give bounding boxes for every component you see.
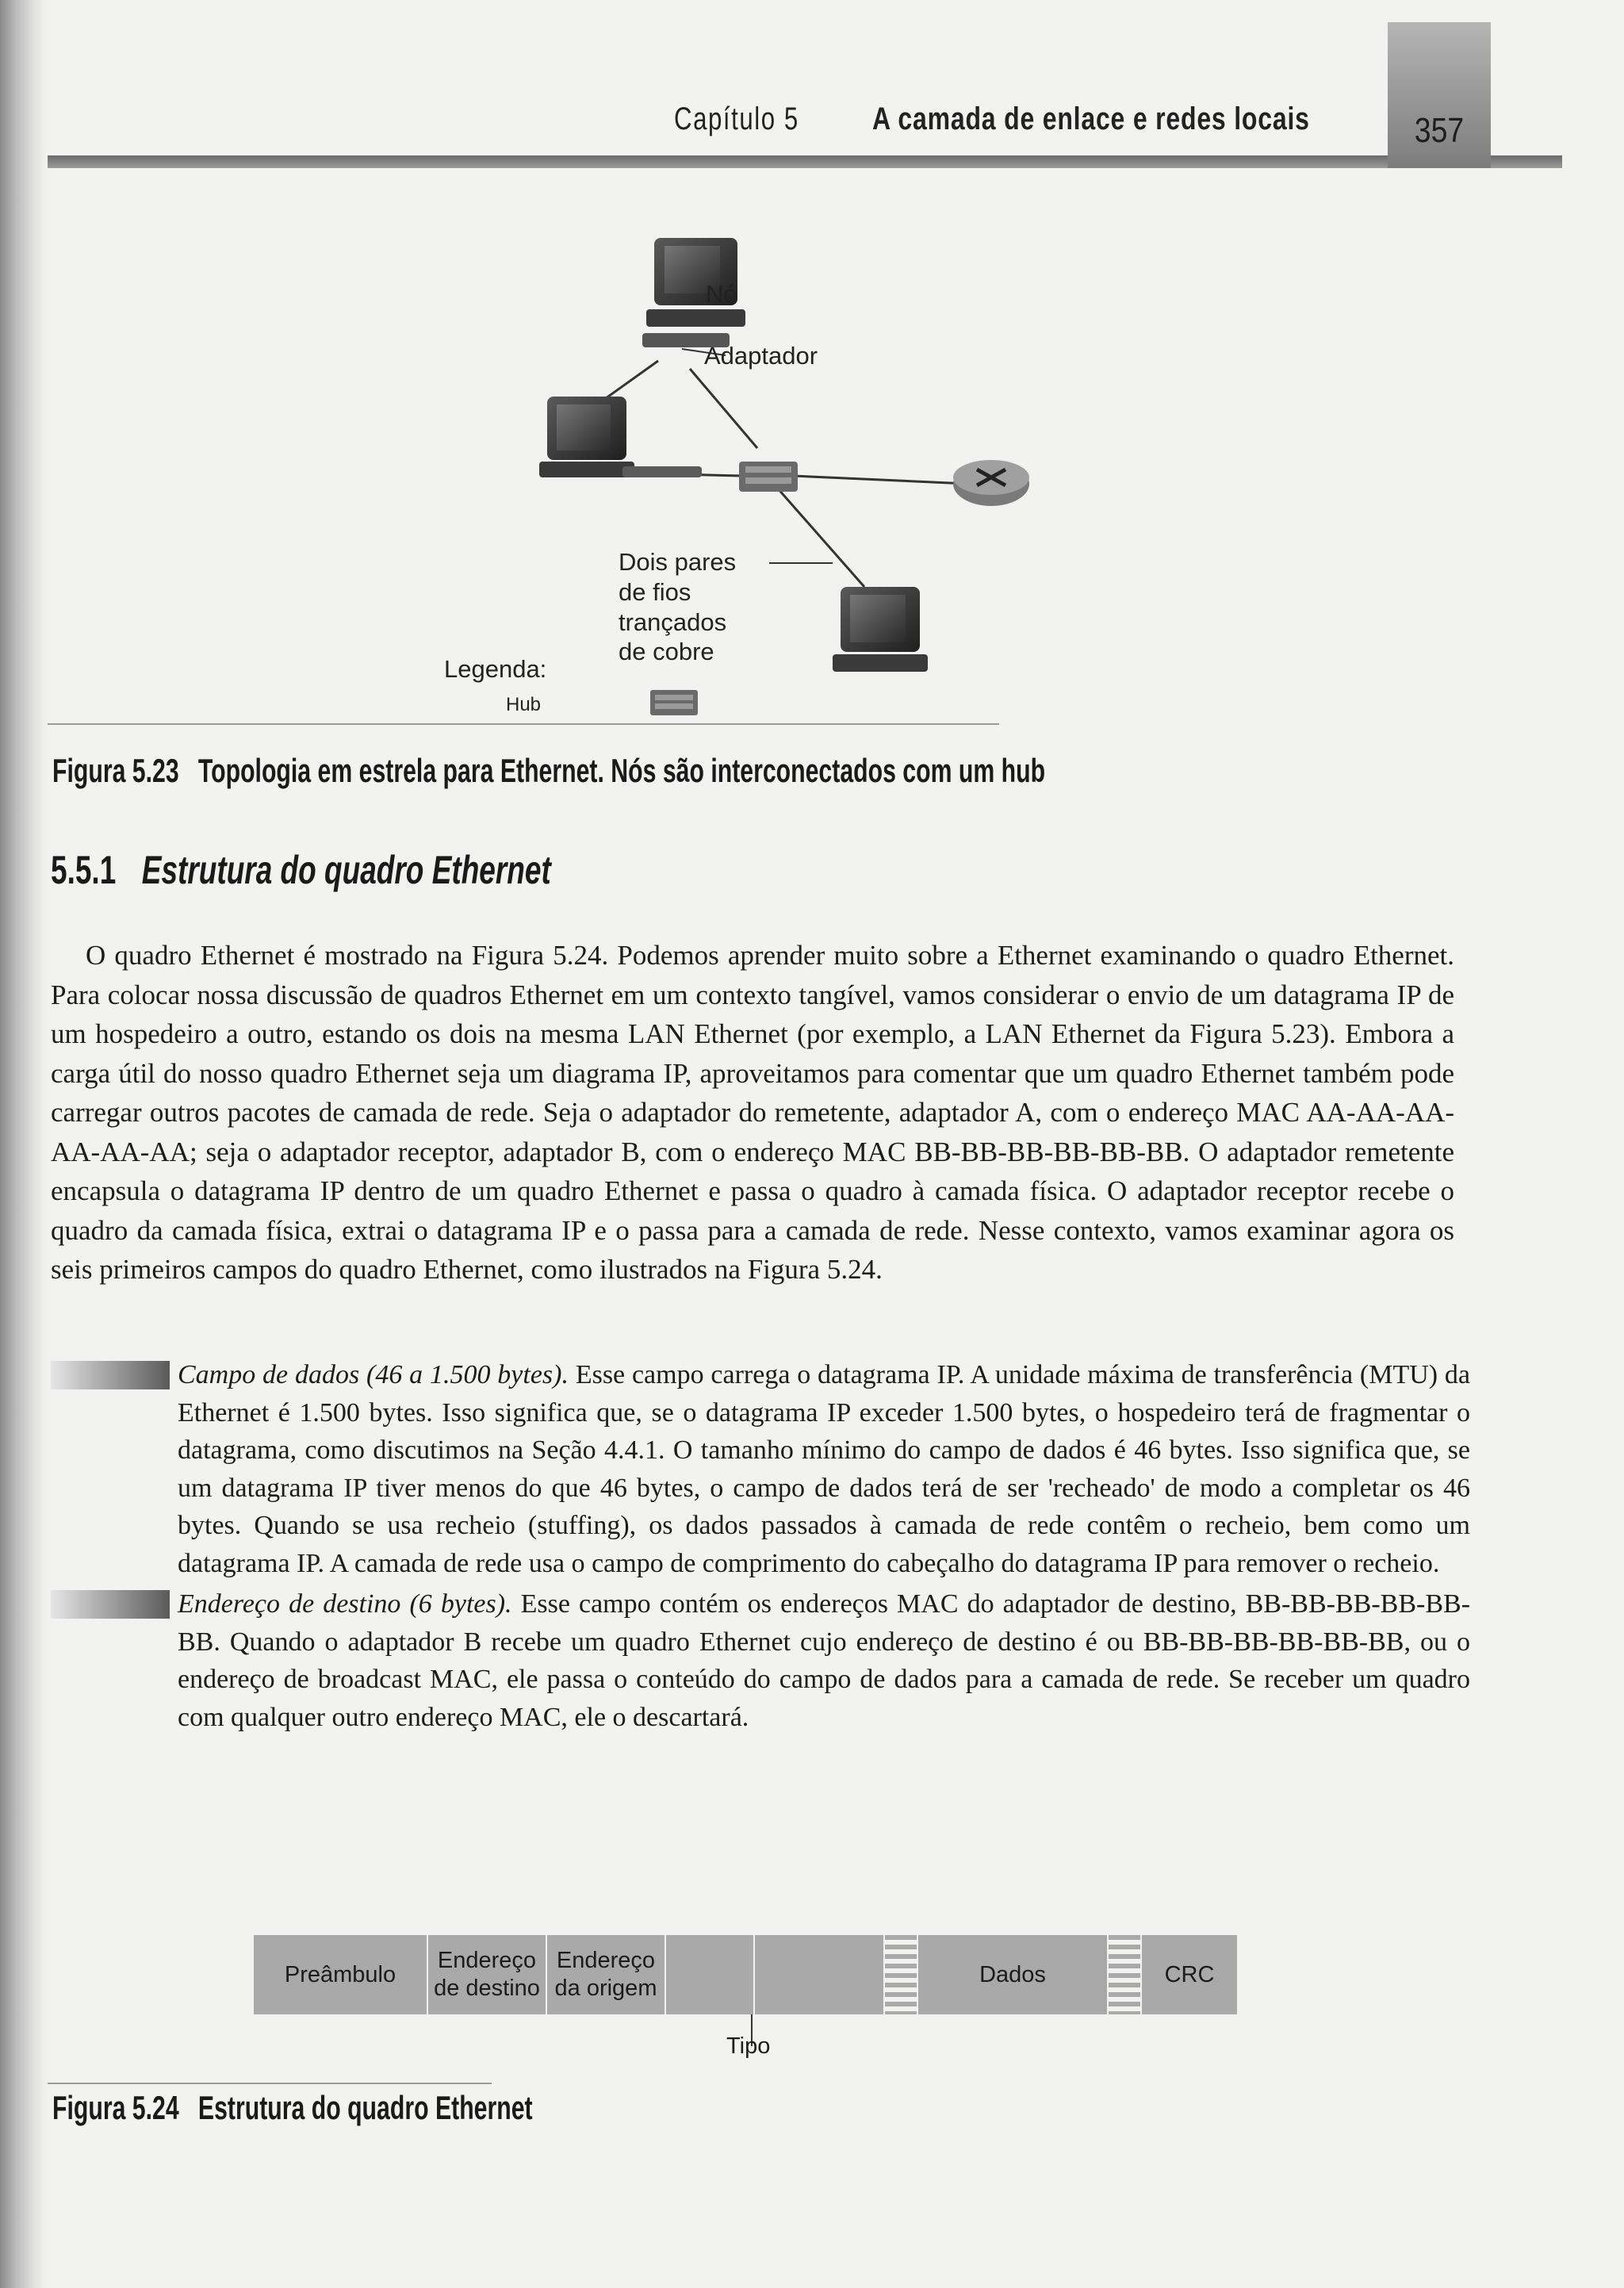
field-label [434,1947,540,2002]
page-number: 357 [1414,111,1465,150]
body-paragraph: O quadro Ethernet é mostrado na Figura 5.24. Podemos aprender muito sobre a Ethernet examinando o quadro Ethernet. Para colocar nossa discussão de quadros Ethernet em um contexto tangível, vamos considerar o envio de um datagrama IP de um hospedeiro a outro, estando os dois na mesma LAN Ethernet (por exemplo, a LAN Ethernet da Figura 5.23). Embora a carga útil do nosso quadro Ethernet seja um diagrama IP, aproveitamos para comentar que um quadro Ethernet também pode carregar outros pacotes de camada de rede. Seja o adaptador do remetente, adaptador A, com o endereço MAC AA-AA-AA-AA-AA-AA; seja o adaptador receptor, adaptador B, com o endereço MAC BB-BB-BB-BB-BB-BB. O adaptador remetente encapsula o datagrama IP dentro de um quadro Ethernet e passa o quadro à camada física. O adaptador receptor recebe o quadro da camada física, extrai o datagrama IP e o passa para a camada de rede. Nesse contexto, vamos examinar agora os seis primeiros campos do quadro Ethernet, como ilustrados na Figura 5.24. [51,940,1454,1285]
field-crc [1142,1935,1239,2014]
field-preamble [254,1935,428,2014]
bullet-marker [51,1361,170,1389]
list-item-text: Esse campo carrega o datagrama IP. A unidade máxima de transferência (MTU) da Ethernet é 1.500 bytes. Isso significa que, se o datagrama IP exceder 1.500 bytes, o hospedeiro terá de fragmentar o datagrama, como discutimos na Seção 4.4.1. O tamanho mínimo do campo de dados é 46 bytes. Isso significa que, se um datagrama IP tiver menos do que 46 bytes, o campo de dados terá de ser 'recheado' de modo a completar os 46 bytes. Quando se usa recheio (stuffing), os dados passados à camada de rede contêm o recheio, bem como um datagrama IP. A camada de rede usa o campo de comprimento do cabeçalho do datagrama IP para remover o recheio. [178,1360,1471,1578]
computer-bottom-right [833,587,928,672]
field-type [666,1935,755,2014]
caption-number: Figura 5.24 [52,2089,179,2126]
section-number: 5.5.1 [51,848,117,892]
field-label: Preâmbulo [284,1961,396,1987]
type-label: Tipo [726,2033,771,2059]
field-list [51,1356,1470,1736]
field-label-line: da origem [554,1976,657,2001]
list-item-term: Campo de dados (46 a 1.500 bytes). [178,1360,569,1389]
list-item [51,1356,1470,1582]
router-icon [953,460,1029,506]
field-destination-address [428,1935,547,2014]
field-source-address [547,1935,666,2014]
field-data-break [885,1935,917,2014]
bullet-marker [51,1590,170,1619]
field-data-break [1109,1935,1140,2014]
cable-label-line: trançados [619,607,727,636]
cable-label-line: de cobre [619,638,714,666]
legend-title: Legenda: [444,655,547,683]
book-spine-shadow [0,0,48,2288]
hub-icon [739,462,798,492]
star-topology-diagram [444,214,1094,730]
list-item-term: Endereço de destino (6 bytes). [178,1589,512,1619]
field-label [555,1947,657,2002]
field-label-line: Endereço [437,1948,537,1974]
field-label-line: de destino [434,1976,540,2001]
figure-5-23-caption [52,752,1045,790]
legend-hub-label: Hub [506,694,542,715]
caption-number: Figura 5.23 [52,752,179,789]
figure-rule [48,2083,492,2084]
field-label: CRC [1164,1961,1215,1987]
figure-5-24-caption [52,2089,533,2127]
figure-star-topology [444,214,1094,730]
list-item-text: Esse campo contém os endereços MAC do adaptador de destino, BB-BB-BB-BB-BB-BB. Quando o adaptador B recebe um quadro Ethernet cujo endereço de destino é ou BB-BB-BB-BB-BB-BB, ou o endereço de broadcast MAC, ele passa o conteúdo do campo de dados para a camada de rede. Se receber um quadro com qualquer outro endereço MAC, ele o descartará. [178,1589,1471,1732]
cable-label-line: Dois pares [619,548,737,576]
section-title: Estrutura do quadro Ethernet [141,848,551,892]
legend-hub-icon [650,690,698,715]
page-number-tab [1388,22,1491,168]
running-title: A camada de enlace e redes locais [872,102,1310,136]
chapter-label: Capítulo 5 [674,102,799,136]
field-data-start [755,1935,885,2014]
caption-text: Topologia em estrela para Ethernet. Nós são interconectados com um hub [197,752,1046,789]
field-label: Dados [979,1961,1046,1987]
ethernet-frame-diagram [254,1935,1316,2059]
header-rule [48,155,1562,168]
section-heading [51,847,551,893]
cable-label-line: de fios [619,577,691,606]
label-cable [619,547,736,667]
page-header [48,94,1624,170]
field-data [918,1935,1109,2014]
label-node: Nó [706,280,737,308]
caption-text: Estrutura do quadro Ethernet [197,2089,533,2126]
list-item [51,1585,1470,1736]
figure-rule [48,723,999,725]
field-label-line: Endereço [556,1948,656,1974]
computer-left [539,397,702,477]
label-adapter: Adaptador [704,342,818,370]
